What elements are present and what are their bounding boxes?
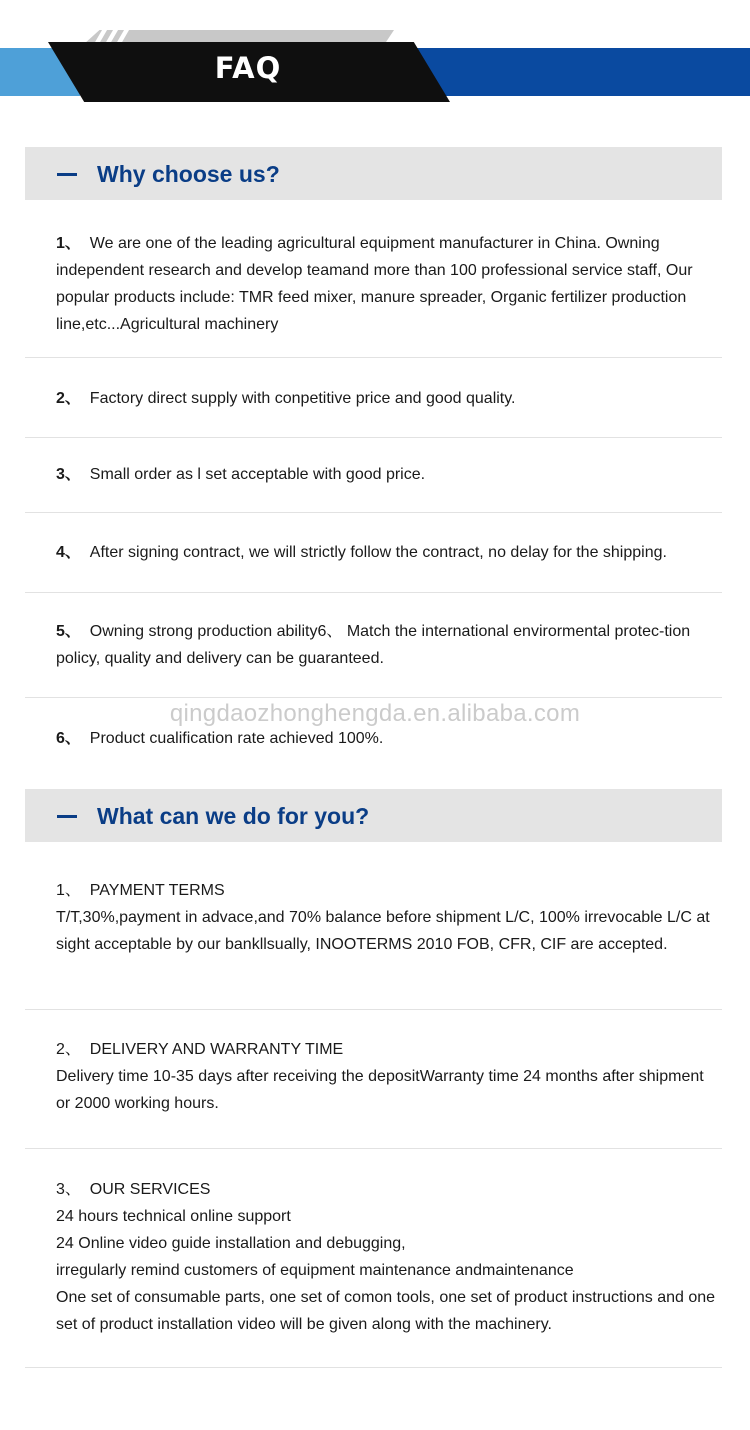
divider [25, 1367, 722, 1368]
item-number: 3、 [56, 466, 81, 483]
list-item [56, 385, 716, 412]
item-number: 6、 [56, 730, 81, 747]
divider [25, 437, 722, 438]
item-text: Factory direct supply with conpetitive price and good quality. [89, 390, 516, 407]
item-number: 4、 [56, 544, 81, 561]
divider [25, 1009, 722, 1010]
section-dash-icon [57, 815, 77, 818]
item-number: 2、 [56, 1041, 81, 1058]
item-text: Small order as l set acceptable with good price. [89, 466, 426, 483]
item-heading: PAYMENT TERMS [89, 882, 225, 899]
item-number: 1、 [56, 882, 81, 899]
page-title: FAQ [214, 51, 282, 85]
list-item-payment-terms [56, 877, 716, 958]
list-item [56, 618, 716, 672]
service-line: irregularly remind customers of equipment maintenance andmaintenance [56, 1262, 574, 1279]
section-title: Why choose us? [97, 161, 280, 187]
service-line: One set of consumable parts, one set of comon tools, one set of product instructions and one set of product installation video will be given along with the machinery. [56, 1289, 716, 1333]
item-text: After signing contract, we will strictly follow the contract, no delay for the shipping. [89, 544, 667, 561]
watermark: qingdaozhonghengda.en.alibaba.com [169, 700, 581, 727]
divider [25, 512, 722, 513]
faq-banner [0, 0, 750, 110]
list-item [56, 539, 716, 566]
item-text: T/T,30%,payment in advace,and 70% balance before shipment L/C, 100% irrevocable L/C at sight acceptable by our bankllsually, INOOTERMS 2010 FOB, CFR, CIF are accepted. [56, 909, 710, 953]
item-number: 3、 [56, 1181, 81, 1198]
item-heading: OUR SERVICES [89, 1181, 211, 1198]
item-text: Product cualification rate achieved 100%. [89, 730, 384, 747]
divider [25, 697, 722, 698]
item-heading: DELIVERY AND WARRANTY TIME [89, 1041, 344, 1058]
service-line: 24 Online video guide installation and debugging, [56, 1235, 406, 1252]
banner-stripes-decoration [88, 30, 134, 44]
divider [25, 1148, 722, 1149]
section-header-why-choose-us [25, 147, 722, 200]
list-item [56, 230, 716, 338]
section-dash-icon [57, 173, 77, 176]
section-title: What can we do for you? [97, 803, 370, 829]
divider [25, 357, 722, 358]
item-number: 1、 [56, 235, 81, 252]
banner-dark-blue-band [400, 48, 750, 96]
item-number: 5、 [56, 623, 81, 640]
list-item [56, 461, 716, 488]
service-line: 24 hours technical online support [56, 1208, 291, 1225]
list-item-our-services [56, 1176, 716, 1338]
item-text: Delivery time 10-35 days after receiving the depositWarranty time 24 months after shipment or 2000 working hours. [56, 1068, 704, 1112]
item-number: 2、 [56, 390, 81, 407]
divider [25, 592, 722, 593]
item-text: We are one of the leading agricultural equipment manufacturer in China. Owning independent research and develop teamand more than 100 professional service staff, Our popular products include: TMR feed mixer, manure spreader, Organic fertilizer production line,etc...Agricultural machinery [56, 235, 693, 333]
item-text: Owning strong production ability6、 Match the international envirormental protec-tion policy, quality and delivery can be guaranteed. [56, 623, 691, 667]
list-item-delivery-warranty [56, 1036, 716, 1117]
section-header-what-can-we-do [25, 789, 722, 842]
list-item [56, 725, 716, 752]
